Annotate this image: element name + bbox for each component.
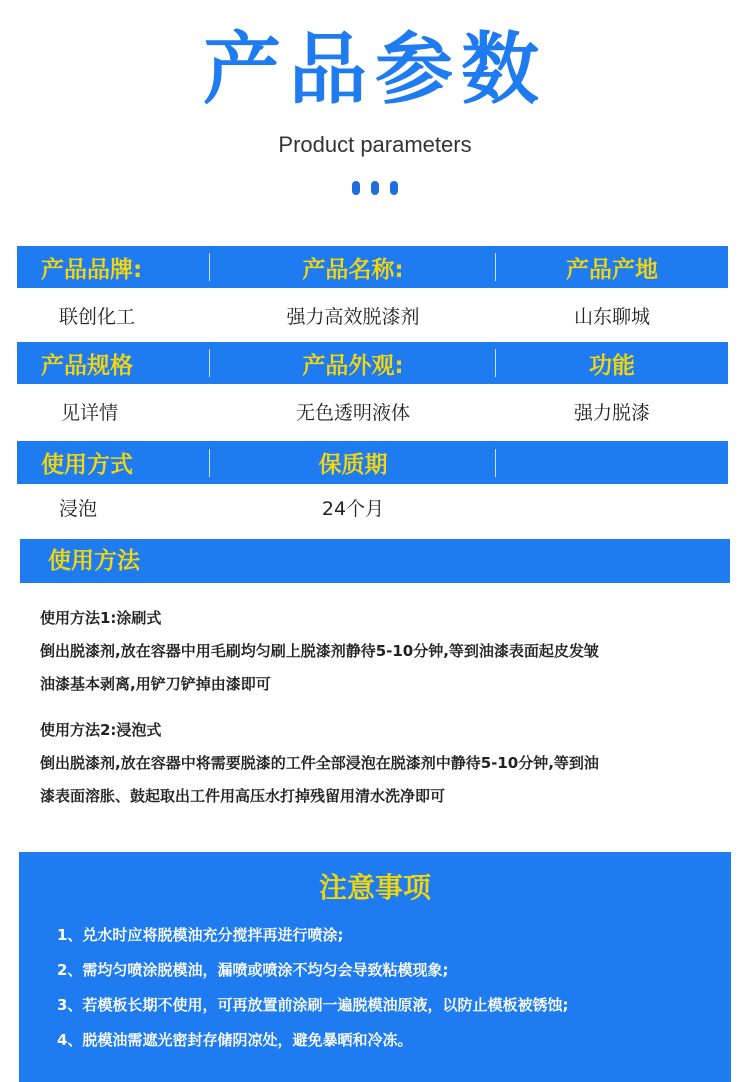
notice-panel [19,852,731,1082]
page-title: 产品参数 [202,25,547,115]
usage-method-text: 倒出脱漆剂,放在容器中用毛刷均匀刷上脱漆剂静待5-10分钟,等到油漆表面起皮发皱 [40,642,599,660]
usage-method-text: 油漆基本剥离,用铲刀铲掉由漆即可 [40,675,271,693]
notice-item: 4、脱模油需遮光密封存储阴凉处，避免暴晒和冷冻。 [57,1031,413,1049]
dot-icon [390,181,398,195]
param-value: 见详情 [61,401,119,424]
notice-item: 1、兑水时应将脱模油充分搅拌再进行喷涂; [57,926,344,944]
param-header: 产品外观: [210,347,496,380]
param-value-row [17,392,728,430]
param-header-row [17,441,728,484]
param-value: 联创化工 [59,305,136,328]
param-value: 无色透明液体 [295,401,410,424]
param-header: 使用方式 [17,446,210,479]
dot-icon [352,181,360,195]
param-value: 山东聊城 [573,305,650,328]
param-header: 产品品牌: [17,251,210,284]
usage-method [40,602,720,701]
usage-method [40,714,720,813]
notice-title: 注意事项 [318,871,431,904]
param-value: 强力脱漆 [573,401,650,424]
param-header: 产品规格 [17,347,210,380]
usage-method-text: 漆表面溶胀、鼓起取出工件用高压水打掉残留用清水洗净即可 [40,787,446,805]
dot-icon [371,181,379,195]
decorative-dots [352,181,398,195]
param-header: 保质期 [210,446,496,479]
param-header: 功能 [589,352,635,379]
param-value: 强力高效脱漆剂 [286,305,420,328]
notice-list [57,918,717,1058]
page-subtitle: Product parameters [278,132,472,157]
param-header: 产品产地 [566,256,658,283]
param-value-row [17,488,728,526]
notice-item: 2、需均匀喷涂脱模油，漏喷或喷涂不均匀会导致粘模现象; [57,961,449,979]
usage-method-name: 使用方法2:浸泡式 [40,721,162,739]
param-header-row [17,246,728,288]
param-header-row [17,342,728,384]
param-value: 24个月 [321,497,385,520]
usage-method-text: 倒出脱漆剂,放在容器中将需要脱漆的工件全部浸泡在脱漆剂中静待5-10分钟,等到油 [40,754,599,772]
param-value-row [17,296,728,334]
usage-method-name: 使用方法1:涂刷式 [40,609,162,627]
usage-section-title: 使用方法 [20,539,730,583]
param-value: 浸泡 [59,497,98,520]
param-header: 产品名称: [210,251,496,284]
notice-item: 3、若模板长期不使用，可再放置前涂刷一遍脱模油原液，以防止模板被锈蚀; [57,996,569,1014]
